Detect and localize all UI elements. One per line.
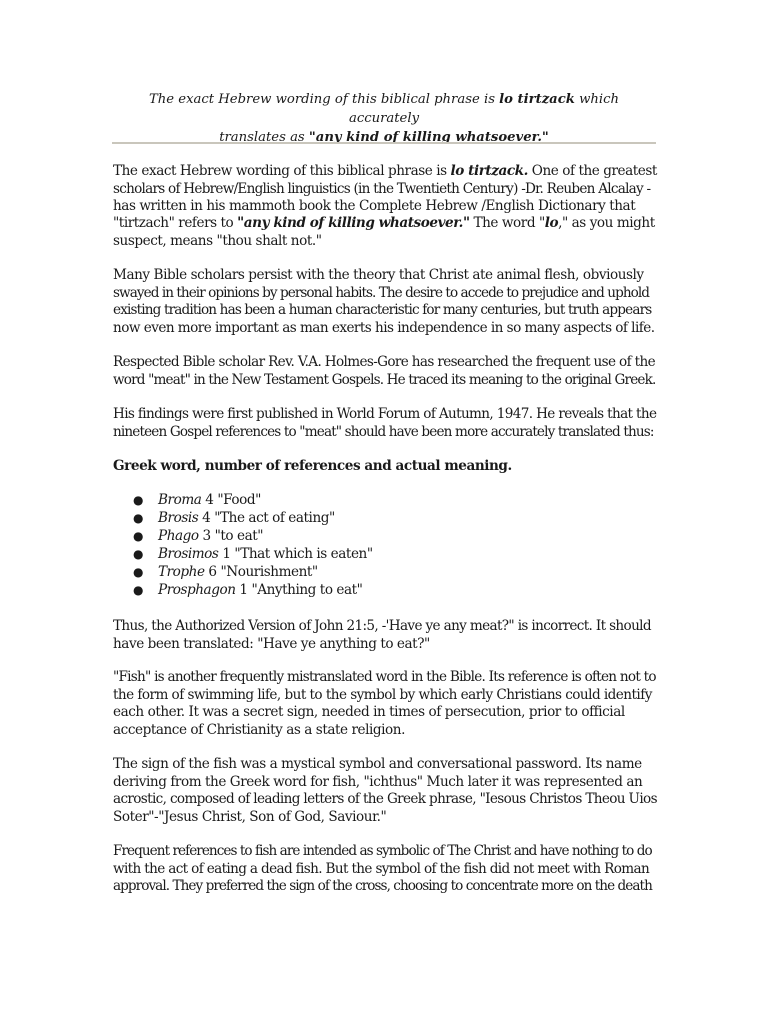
list-item: Trophe 6 "Nourishment" [158,564,318,580]
list-item: Phago 3 "to eat" [158,528,264,544]
list-item: Prosphagon 1 "Anything to eat" [158,582,363,598]
bullet-icon: ● [133,511,144,525]
paragraph-5-line-1: Thus, the Authorized Version of John 21:5, -'Have ye any meat?" is incorrect. It should [113,618,651,634]
paragraph-6-line-2: the form of swimming life, but to the symbol by which early Christians could identify [113,687,652,703]
bullet-icon: ● [133,529,144,543]
paragraph-7-line-3: acrostic, composed of leading letters of the Greek phrase, "Iesous Christos Theou Uios [113,791,657,807]
paragraph-1-line-1: The exact Hebrew wording of this biblical phrase is lo tirtzack. One of the greatest [113,163,657,179]
paragraph-5-line-2: have been translated: "Have ye anything to eat?" [113,636,430,652]
paragraph-4-line-1: His findings were first published in World Forum of Autumn, 1947. He reveals that the [113,406,657,422]
paragraph-2-line-3: existing tradition has been a human characteristic for many centuries, but truth appears [113,302,652,318]
paragraph-2-line-1: Many Bible scholars persist with the theory that Christ ate animal flesh, obviously [113,267,644,283]
paragraph-7-line-2: deriving from the Greek word for fish, "ichthus" Much later it was represented an [113,774,643,790]
bullet-icon: ● [133,547,144,561]
paragraph-6-line-4: acceptance of Christianity as a state religion. [113,722,405,738]
paragraph-7-line-1: The sign of the fish was a mystical symbol and conversational password. Its name [113,756,642,772]
list-item: Brosimos 1 "That which is eaten" [158,546,373,562]
bullet-icon: ● [133,583,144,597]
header-line-2: translates as "any kind of killing whatsoever." [219,130,549,145]
paragraph-8-line-3: approval. They preferred the sign of the cross, choosing to concentrate more on the death [113,878,652,894]
paragraph-1-line-3: has written in his mammoth book the Complete Hebrew /English Dictionary that [113,198,636,214]
paragraph-6-line-1: "Fish" is another frequently mistranslated word in the Bible. Its reference is often not to [113,669,656,685]
paragraph-3-line-2: word "meat" in the New Testament Gospels. He traced its meaning to the original Greek. [113,372,656,388]
list-heading: Greek word, number of references and actual meaning. [113,458,512,474]
paragraph-1-line-5: suspect, means "thou shalt not." [113,233,322,249]
paragraph-1-line-4: "tirtzach" refers to "any kind of killing whatsoever." The word "lo," as you might [113,215,655,231]
paragraph-7-line-4: Soter"-"Jesus Christ, Son of God, Saviour." [113,809,387,825]
paragraph-2-line-4: now even more important as man exerts his independence in so many aspects of life. [113,320,655,336]
paragraph-8-line-1: Frequent references to fish are intended as symbolic of The Christ and have nothing to do [113,843,652,859]
paragraph-8-line-2: with the act of eating a dead fish. But the symbol of the fish did not meet with Roman [113,861,650,877]
list-item: Brosis 4 "The act of eating" [158,510,335,526]
paragraph-4-line-2: nineteen Gospel references to "meat" should have been more accurately translated thus: [113,424,654,440]
list-item: Broma 4 "Food" [158,492,261,508]
header-line-1: The exact Hebrew wording of this biblical phrase is lo tirtzack which accurately [149,92,619,126]
document-header [112,90,656,147]
paragraph-6-line-3: each other. It was a secret sign, needed in times of persecution, prior to official [113,704,625,720]
paragraph-1-line-2: scholars of Hebrew/English linguistics (in the Twentieth Century) -Dr. Reuben Alcalay - [113,181,651,197]
paragraph-2-line-2: swayed in their opinions by personal habits. The desire to accede to prejudice and uphold [113,285,650,301]
header-divider [112,142,656,144]
bullet-icon: ● [133,493,144,507]
paragraph-3-line-1: Respected Bible scholar Rev. V.A. Holmes-Gore has researched the frequent use of the [113,354,655,370]
bullet-icon: ● [133,565,144,579]
